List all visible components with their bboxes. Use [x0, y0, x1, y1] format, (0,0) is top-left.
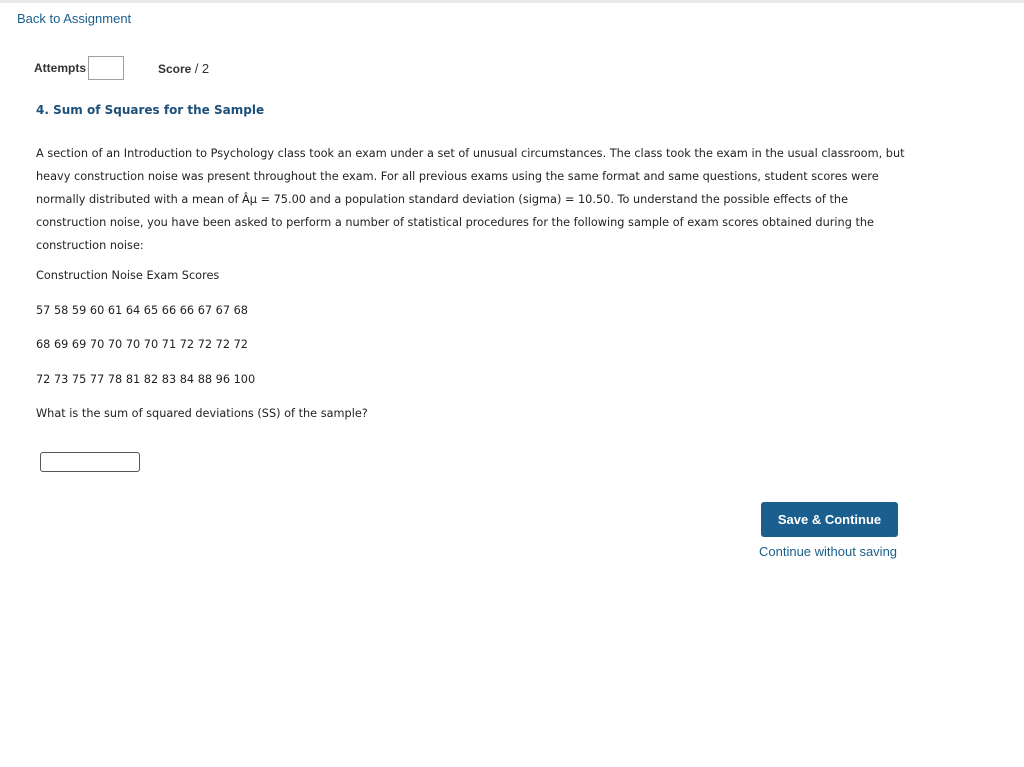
score-label: Score — [158, 62, 192, 76]
score-total: / 2 — [194, 61, 210, 76]
question-prompt: What is the sum of squared deviations (SS) of the sample? — [36, 407, 368, 420]
question-paragraph: A section of an Introduction to Psychology class took an exam under a set of unusual circumstances. The class took the exam in the usual classroom, but heavy construction noise was present throughout the exam. For all previous exams using the same format and same questions, student scores were normally distributed with a mean of Âµ = 75.00 and a population standard deviation (sigma) = 10.50. To understand the possible effects of the construction noise, you have been asked to perform a number of statistical procedures for the following sample of exam scores obtained during the construction noise: — [36, 147, 905, 252]
save-continue-button[interactable]: Save & Continue — [761, 502, 898, 537]
back-to-assignment-link[interactable]: Back to Assignment — [17, 11, 132, 26]
scores-row-1: 57 58 59 60 61 64 65 66 66 67 67 68 — [36, 304, 248, 317]
scores-row-3: 72 73 75 77 78 81 82 83 84 88 96 100 — [36, 373, 256, 386]
top-divider — [0, 0, 1024, 3]
scores-row-2: 68 69 69 70 70 70 70 71 72 72 72 72 — [36, 338, 248, 351]
answer-input[interactable] — [40, 452, 140, 472]
question-title: 4. Sum of Squares for the Sample — [36, 103, 265, 117]
continue-without-saving-link[interactable]: Continue without saving — [759, 544, 898, 559]
attempts-count-box — [88, 56, 124, 80]
score-display — [158, 61, 209, 76]
attempts-label: Attempts — [34, 61, 87, 75]
scores-caption: Construction Noise Exam Scores — [36, 269, 220, 282]
